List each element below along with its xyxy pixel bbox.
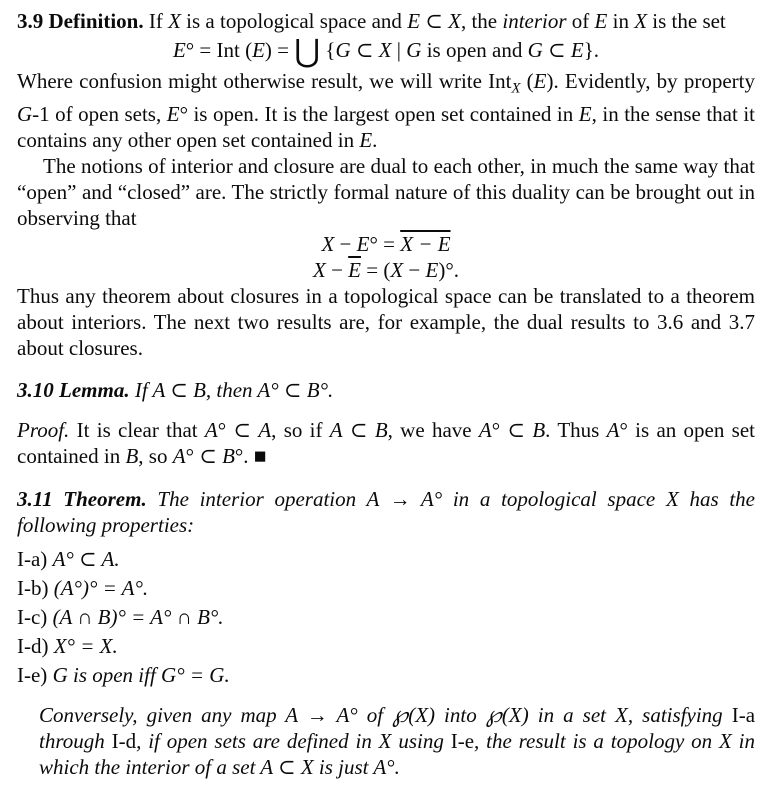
property-item-Ie: I-e) G is open iff G° = G.: [17, 663, 230, 688]
property-item-Ib: I-b) (A°)° = A°.: [17, 576, 149, 601]
property-item-Ia: I-a) A° ⊂ A.: [17, 547, 120, 572]
paragraph-duality-consequence: Thus any theorem about closures in a topological space can be translated to a theorem about interiors. The next two results are, for example, the dual results to 3.6 and 3.7 about closures.: [17, 284, 755, 361]
property-item-Id: I-d) X° = X.: [17, 634, 118, 659]
theorem-3-11: 3.11 Theorem. The interior operation A → A° in a topological space X has the following properties:: [17, 487, 755, 538]
display-equation-duality-line1: X − E° = X − E: [321, 232, 451, 257]
proof-3-10: Proof. It is clear that A° ⊂ A, so if A ⊂ B, we have A° ⊂ B. Thus A° is an open set contained in B, so A° ⊂ B°. ■: [17, 418, 756, 469]
paragraph-converse: Conversely, given any map A → A° of ℘(X) into ℘(X) in a set X, satisfying I-a through I-d, if open sets are defined in X using I-e, the result is a topology on X in which the interior of a set A ⊂ X is just A°.: [39, 701, 756, 780]
definition-3-9: 3.9 Definition. If X is a topological space and E ⊂ X, the interior of E in X is the set: [17, 9, 726, 33]
paragraph-duality-intro: The notions of interior and closure are dual to each other, in much the same way that “open” and “closed” are. The strictly formal nature of this duality can be brought out in observing that: [17, 154, 755, 231]
display-equation-duality-line2: $X - \overline{E} = (X - E)^\circ$.: [313, 258, 459, 283]
property-item-Ic: I-c) (A ∩ B)° = A° ∩ B°.: [17, 605, 224, 630]
lemma-3-10: 3.10 Lemma. If A ⊂ B, then A° ⊂ B°.: [17, 378, 334, 403]
display-equation-interior: E° = Int (E) = ⋃ {G ⊂ X | G is open and G ⊂ E}.: [172, 33, 600, 69]
theorem-property-list: [17, 545, 755, 690]
paragraph-int-notation: Where confusion might otherwise result, we will write Int$_X$ (E). Evidently, by property G-1 of open sets, E° is open. It is the largest open set contained in E, in the sense that it contains any other open set contained in E.: [17, 69, 756, 153]
